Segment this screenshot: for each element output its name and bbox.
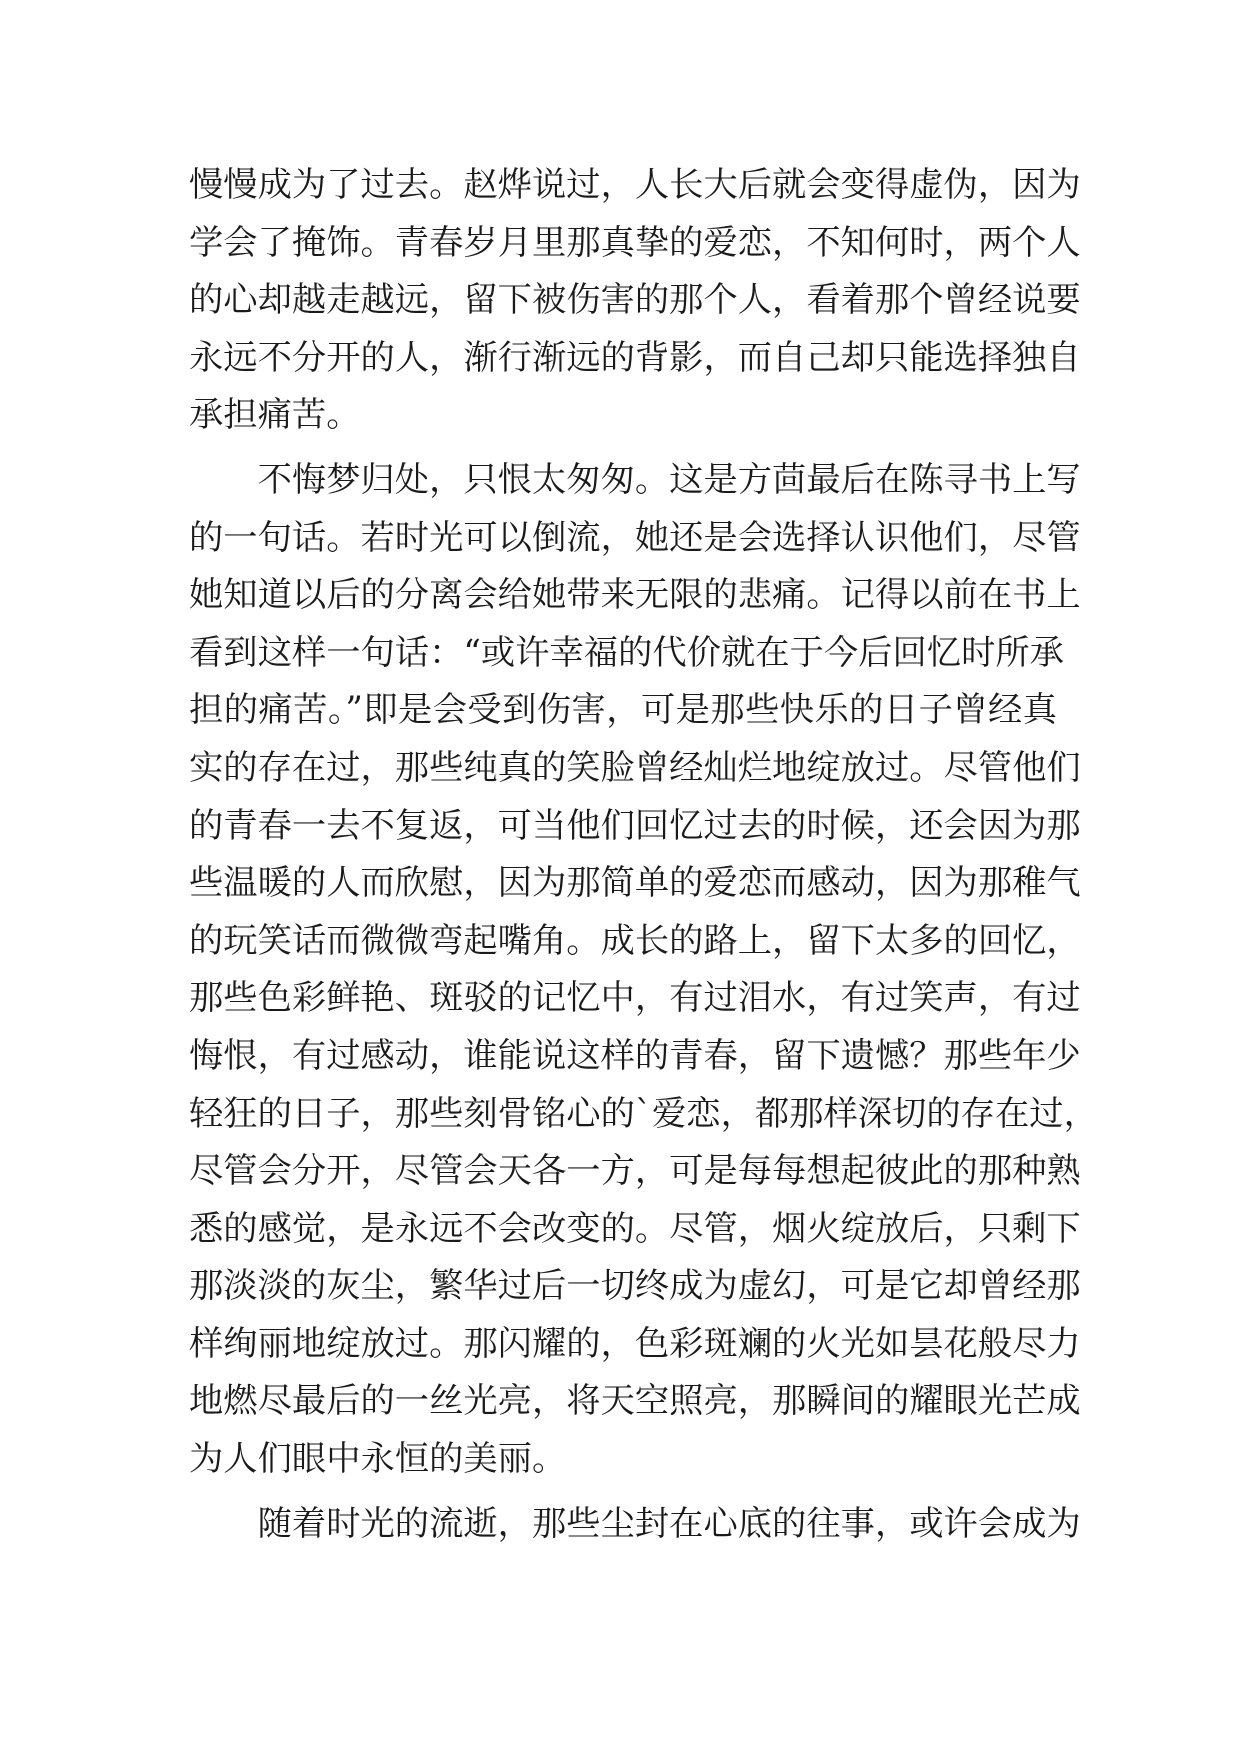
text-line: 随着时光的流逝，那些尘封在心底的往事，或许会成为 — [189, 1503, 1081, 1544]
text-line: 的玩笑话而微微弯起嘴角。成长的路上，留下太多的回忆， — [189, 920, 1081, 961]
text-line: 实的存在过，那些纯真的笑脸曾经灿烂地绽放过。尽管他们 — [189, 747, 1081, 788]
text-line: 承担痛苦。 — [189, 395, 361, 436]
text-line: 不悔梦归处，只恨太匆匆。这是方茴最后在陈寻书上写 — [189, 459, 1081, 500]
text-line: 那淡淡的灰尘，繁华过后一切终成为虚幻，可是它却曾经那 — [189, 1266, 1081, 1307]
paragraph-2 — [189, 452, 1098, 1489]
text-line: 学会了掩饰。青春岁月里那真挚的爱恋，不知何时，两个人 — [189, 222, 1081, 263]
paragraph-3 — [189, 1496, 1081, 1554]
body-text — [189, 157, 1098, 1553]
text-line: 悔恨，有过感动，谁能说这样的青春，留下遗憾？那些年少 — [189, 1035, 1081, 1076]
text-line: 些温暖的人而欣慰，因为那简单的爱恋而感动，因为那稚气 — [189, 863, 1081, 904]
text-line: 的青春一去不复返，可当他们回忆过去的时候，还会因为那 — [189, 805, 1081, 846]
paragraph-1 — [189, 157, 1081, 445]
text-line: 为人们眼中永恒的美丽。 — [189, 1439, 567, 1480]
text-line: 她知道以后的分离会给她带来无限的悲痛。记得以前在书上 — [189, 575, 1081, 616]
text-line: 慢慢成为了过去。赵烨说过，人长大后就会变得虚伪，因为 — [189, 165, 1081, 205]
text-line: 轻狂的日子，那些刻骨铭心的`爱恋，都那样深切的存在过， — [189, 1093, 1098, 1134]
text-line: 尽管会分开，尽管会天各一方，可是每每想起彼此的那种熟 — [189, 1151, 1081, 1192]
text-line: 那些色彩鲜艳、斑驳的记忆中，有过泪水，有过笑声，有过 — [189, 978, 1081, 1019]
text-line: 永远不分开的人，渐行渐远的背影，而自己却只能选择独自 — [189, 337, 1081, 378]
paragraph-gap — [189, 1489, 1057, 1496]
paragraph-gap — [189, 445, 1057, 452]
text-line: 悉的感觉，是永远不会改变的。尽管，烟火绽放后，只剩下 — [189, 1208, 1081, 1249]
text-line: 的心却越走越远，留下被伤害的那个人，看着那个曾经说要 — [189, 280, 1081, 321]
text-line: 的一句话。若时光可以倒流，她还是会选择认识他们，尽管 — [189, 517, 1081, 558]
text-line: 样绚丽地绽放过。那闪耀的，色彩斑斓的火光如昙花般尽力 — [189, 1323, 1081, 1364]
text-line: 地燃尽最后的一丝光亮，将天空照亮，那瞬间的耀眼光芒成 — [189, 1381, 1081, 1422]
text-line: 看到这样一句话：“或许幸福的代价就在于今后回忆时所承 — [189, 632, 1064, 673]
text-line: 担的痛苦。”即是会受到伤害，可是那些快乐的日子曾经真 — [189, 690, 1057, 731]
